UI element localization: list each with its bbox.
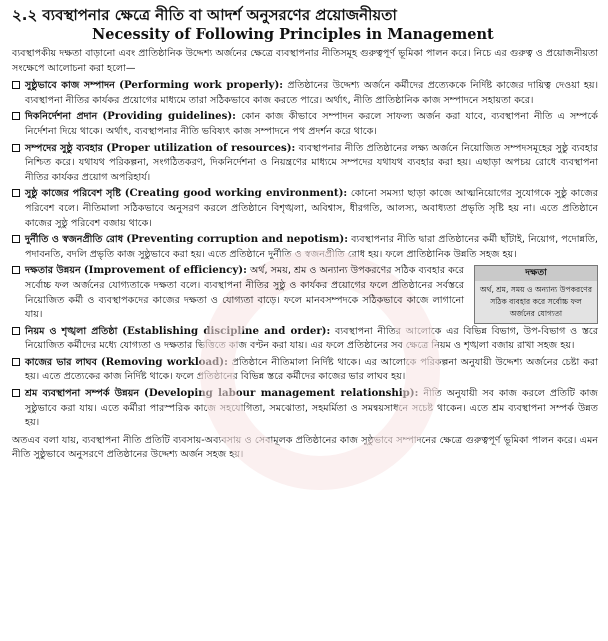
list-item-discipline (12, 324, 598, 354)
list-item-resource-utilization (12, 141, 598, 186)
list-item-body (25, 386, 598, 431)
item-title-bangla: কাজের ভার লাঘব (25, 356, 97, 368)
conclusion-paragraph: অতএব বলা যায়, ব্যবস্থাপনা নীতি প্রতিটি ব্যবসায়-অব্যবসায় ও সেবামূলক প্রতিষ্ঠানের কাজ সুষ্ঠুভাবে সম্পাদনের ক্ষেত্রে গুরুত্বপূর্ণ ভূমিকা পালন করে। এমন নীতি সুষ্ঠুভাবে অনুসরণে প্রতিষ্ঠানের উদ্দেশ্য অর্জন সহজ হয়। (12, 434, 598, 461)
checkbox-bullet-icon (12, 144, 20, 152)
item-title-english: (Proper utilization of resources): (106, 141, 296, 154)
item-text: প্রতিষ্ঠানের উদ্দেশ্য অর্জনে কর্মীদের প্রত্যেককে নির্দিষ্ট কাজের দায়িত্ব দেওয়া হয়। ব্যবস্থাপনা নীতির কার্যকর প্রয়োগের মাধ্যমে তারা সঠিকভাবে কাজ করতে পারে। অর্থাৎ, নীতি প্রাতিষ্ঠানিক কাজ সম্পাদনে সহায়তা করে। (25, 80, 598, 106)
list-item-labour-relationship (12, 386, 598, 431)
intro-paragraph: ব্যবস্থাপকীয় দক্ষতা বাড়ানো এবং প্রাতিষ্ঠানিক উদ্দেশ্য অর্জনের ক্ষেত্রে ব্যবস্থাপনার নীতিসমূহ গুরুত্বপূর্ণ ভূমিকা পালন করে। নিচে এর গুরুত্ব ও প্রয়োজনীয়তা সংক্ষেপে আলোচনা করা হলো— (12, 48, 598, 74)
section-heading-bangla: ২.২ ব্যবস্থাপনার ক্ষেত্রে নীতি বা আদর্শ অনুসরণের প্রয়োজনীয়তা (12, 6, 397, 24)
checkbox-bullet-icon (12, 235, 20, 243)
sidebox-text: অর্থ, শ্রম, সময় ও অন্যান্য উপকরণের সঠিক ব্যবহার করে সর্বোচ্চ ফল অর্জনের যোগ্যতা (475, 281, 597, 323)
list-item-body (25, 355, 598, 385)
list-item-preventing-corruption (12, 232, 598, 262)
item-title-english: (Creating good working environment): (124, 187, 348, 200)
item-title-english: (Improvement of efficiency): (83, 264, 247, 277)
item-title-bangla: সম্পদের সুষ্ঠু ব্যবহার (25, 142, 103, 154)
definition-sidebox (474, 265, 598, 324)
item-title-bangla: সুষ্ঠুভাবে কাজ সম্পাদন (25, 80, 115, 92)
section-heading-english: Necessity of Following Principles in Management (92, 26, 494, 43)
item-text: কোন কাজ কীভাবে সম্পাদন করলে সাফল্য অর্জন করা যাবে, ব্যবস্থাপনা নীতি এ সম্পর্কে নির্দেশনা দিয়ে থাকে। অর্থাৎ, ব্যবস্থাপনার নীতি ভবিষ্যৎ কাজ সম্পাদনে পথ প্রদর্শন করে থাকে। (25, 111, 598, 137)
list-item-removing-workload (12, 355, 598, 385)
item-title-english: (Performing work properly): (119, 79, 284, 92)
item-text: প্রতিষ্ঠানে নীতিমালা নির্দিষ্ট থাকে। এর আলোকে পরিকল্পনা অনুযায়ী উদ্দেশ্য অর্জনের চেষ্টা করা হয়। এতে প্রত্যেকের কাজ নির্দিষ্ট থাকে। ফলে প্রতিষ্ঠানের বিভিন্ন স্তরে কর্মীদের কাজের ভার লাঘব হয়। (25, 356, 598, 383)
list-item-body (25, 109, 598, 139)
item-text: ব্যবস্থাপনা নীতির আলোকে এর বিভিন্ন বিভাগ, উপ-বিভাগ ও স্তরে নিয়োজিত কর্মীদের মধ্যে যোগ্যতা ও দক্ষতার ভিত্তিতে কাজ বণ্টন করা যায়। এর ফলে প্রতিষ্ঠানের সব ক্ষেত্রে নিয়ম ও শৃঙ্খলা বজায় রাখা সহজ হয়। (25, 325, 598, 352)
checkbox-bullet-icon (12, 112, 20, 120)
item-text: অর্থ, সময়, শ্রম ও অন্যান্য উপকরণের সঠিক ব্যবহার করে সর্বোচ্চ ফল অর্জনের যোগ্যতাকে দক্ষতা বলে। ব্যবস্থাপনা নীতির সুষ্ঠু ও কার্যকর প্রয়োগের ফলে প্রতিষ্ঠানের সর্বস্তরে নিয়োজিত কর্মী ও ব্যবস্থাপকদের কাজের দক্ষতা ও যোগ্যতা বাড়ে। ফলে মানবসম্পদকে সঠিকভাবে কাজে লাগানো যায়। (25, 265, 464, 321)
list-item-body (25, 263, 464, 322)
item-title-english: (Developing labour management relationship): (144, 387, 419, 400)
list-item-body (25, 232, 598, 262)
item-title-bangla: দক্ষতার উন্নয়ন (25, 265, 81, 277)
checkbox-bullet-icon (12, 81, 20, 89)
item-text: নীতি অনুযায়ী সব কাজ করলে প্রতিটি কাজ সুষ্ঠুভাবে করা যায়। এতে কর্মীরা পারস্পরিক কাজে সহযোগিতা, সমঝোতা, সহমর্মিতা ও সমন্বয়সাধনে সচেষ্ট থাকেন। এতে শ্রম ব্যবস্থাপনা সম্পর্ক উন্নত হয়। (25, 388, 598, 429)
sidebox-title: দক্ষতা (475, 266, 597, 281)
list-item-body (25, 78, 598, 108)
item-text: ব্যবস্থাপনার নীতি প্রতিষ্ঠানের লক্ষ্য অর্জনে নিয়োজিত সম্পদসমূহের সুষ্ঠু ব্যবহার নিশ্চিত করে। যথাযথ পরিকল্পনা, সংগঠিতকরণ, দিকনির্দেশনা ও নিয়ন্ত্রণের মাধ্যমে সম্পদের যথাযথ ব্যবহার করা হয়। এছাড়া অপচয় রোধে ব্যবস্থাপনা নীতির কার্যকর প্রয়োগ অপরিহার্য। (25, 142, 598, 183)
item-title-english: (Establishing discipline and order): (122, 324, 331, 337)
checkbox-bullet-icon (12, 358, 20, 366)
item-title-english: (Removing workload): (100, 355, 228, 368)
list-item-providing-guidelines (12, 109, 598, 139)
checkbox-bullet-icon (12, 327, 20, 335)
item-title-bangla: দুর্নীতি ও স্বজনপ্রীতি রোধ (25, 234, 124, 246)
checkbox-bullet-icon (12, 266, 20, 274)
checkbox-bullet-icon (12, 389, 20, 397)
efficiency-section (12, 263, 598, 322)
item-title-bangla: সুষ্ঠু কাজের পরিবেশ সৃষ্টি (25, 188, 121, 200)
item-text: কোনো সমস্যা ছাড়া কাজে আত্মনিয়োগের সুযোগকে সুষ্ঠু কাজের পরিবেশ বলে। নীতিমালা সঠিকভাবে অনুসরণ করলে প্রতিষ্ঠানে বিশৃঙ্খলা, অবিশ্বাস, ধীরগতি, আলস্য, অবাধ্যতা প্রভৃতি সৃষ্টি হয় না। এতে প্রতিষ্ঠানে কাজের সুষ্ঠু পরিবেশ বজায় থাকে। (25, 188, 599, 229)
item-title-bangla: দিকনির্দেশনা প্রদান (25, 111, 98, 123)
list-item-body (25, 186, 598, 231)
item-title-bangla: শ্রম ব্যবস্থাপনা সম্পর্ক উন্নয়ন (25, 388, 140, 400)
list-item-body (25, 141, 598, 186)
list-item-working-environment (12, 186, 598, 231)
list-item-body (25, 324, 598, 354)
item-title-bangla: নিয়ম ও শৃঙ্খলা প্রতিষ্ঠা (25, 325, 118, 337)
item-text: ব্যবস্থাপনার নীতি দ্বারা প্রতিষ্ঠানের কর্মী ছাঁটাই, নিয়োগ, পদোন্নতি, পদাবনতি, বদলি প্রভৃতি কাজ সুষ্ঠুভাবে করা হয়। এতে প্রতিষ্ঠানে দুর্নীতি ও স্বজনপ্রীতি রোধ হয়। ফলে প্রাতিষ্ঠানিক উন্নতি সহজ হয়। (25, 234, 598, 260)
item-title-english: (Providing guidelines): (102, 110, 236, 123)
list-item-performing-work (12, 78, 598, 108)
checkbox-bullet-icon (12, 189, 20, 197)
item-title-english: (Preventing corruption and nepotism): (126, 233, 348, 246)
